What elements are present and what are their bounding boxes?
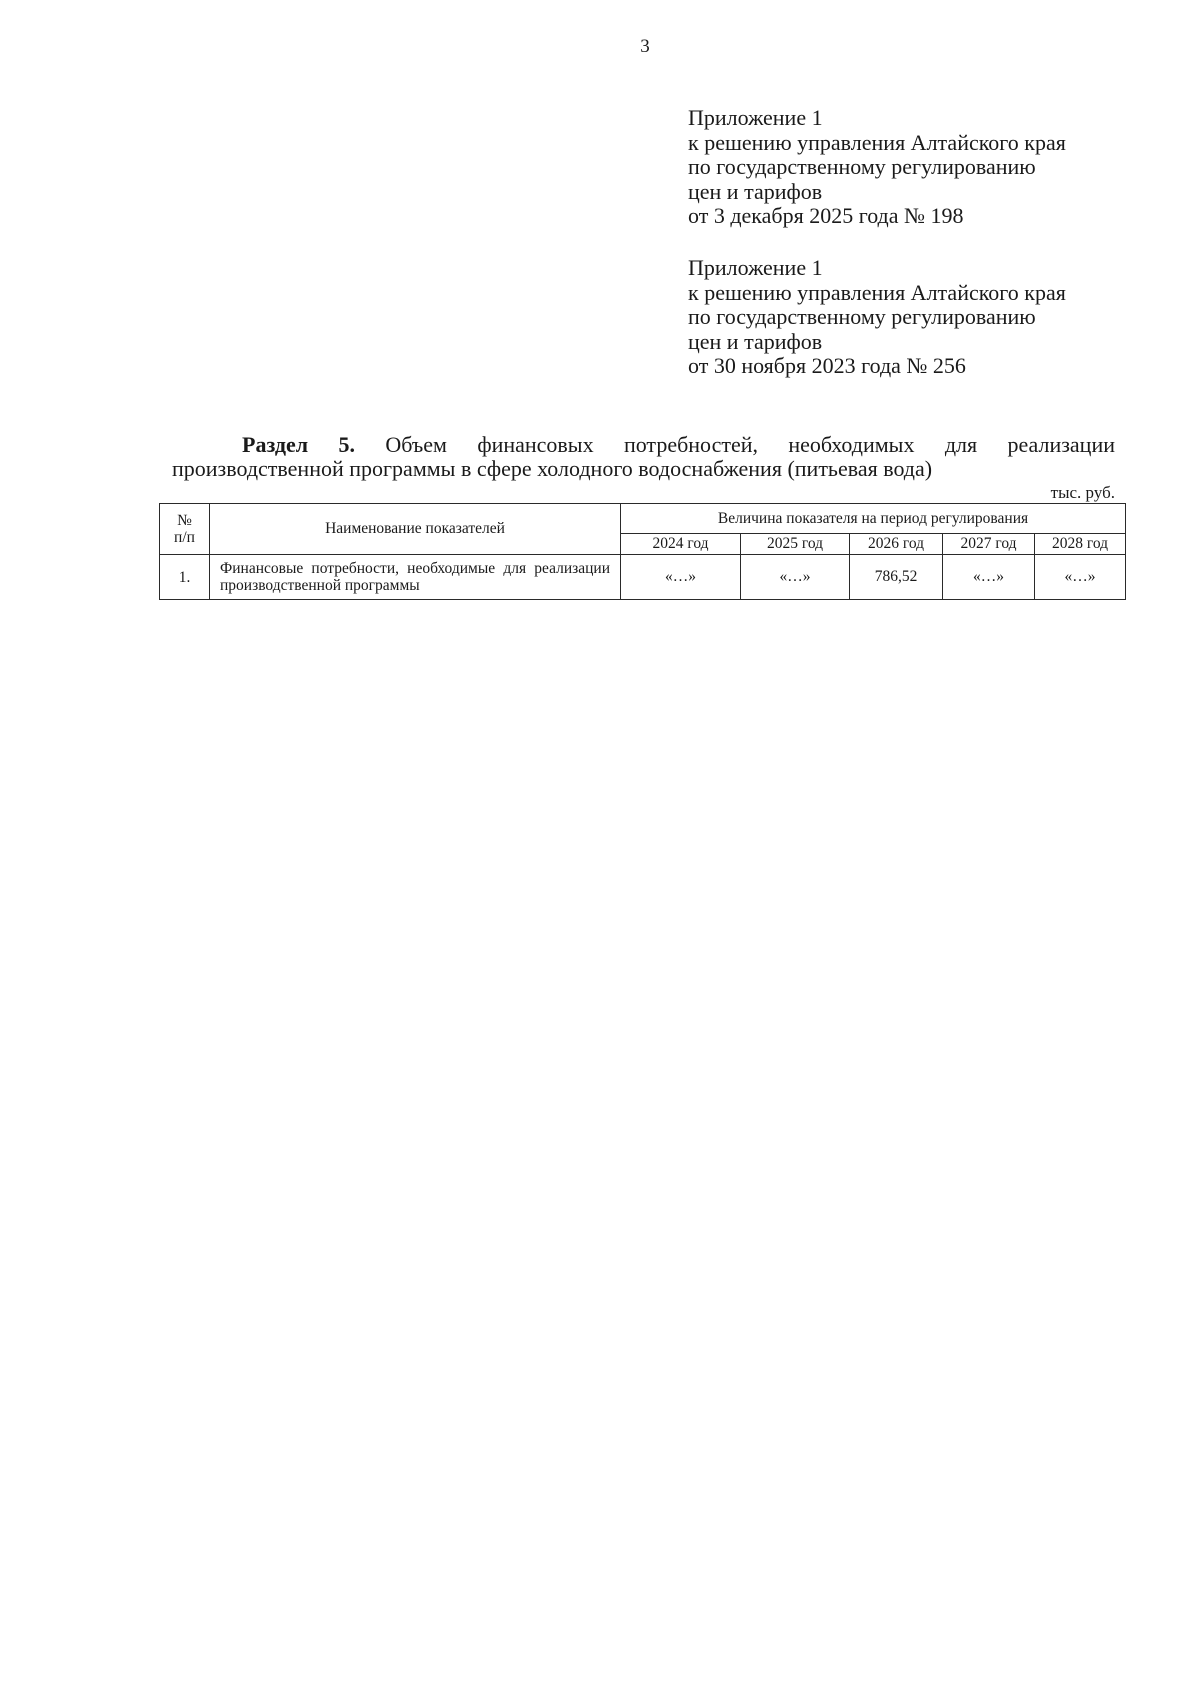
appendix-line: цен и тарифов [688,328,823,354]
appendix-line: по государственному регулированию [688,154,1036,179]
section-heading [172,433,1115,481]
header-period: Величина показателя на период регулирования [621,504,1126,534]
table-row [160,555,1126,600]
row-value: «…» [943,555,1035,600]
header-year: 2028 год [1035,534,1126,555]
section-title-part2: производственной программы в сфере холодного водоснабжения (питьевая вода) [172,456,933,481]
row-value: «…» [1035,555,1126,600]
row-value: 786,52 [850,555,943,600]
table-header-row [160,504,1126,534]
appendix-line: от 30 ноября 2023 года № 256 [688,353,966,378]
section-heading-line1 [172,433,1115,457]
appendix-line: Приложение 1 [688,105,823,130]
row-value: «…» [741,555,850,600]
header-indicator-name: Наименование показателей [210,504,621,555]
financial-needs-table [159,503,1126,600]
appendix-line: к решению управления Алтайского края [688,129,1066,155]
appendix-line: по государственному регулированию [688,304,1036,329]
header-num-line2: п/п [174,529,195,546]
row-value: «…» [621,555,741,600]
header-year: 2026 год [850,534,943,555]
header-num-line1: № [177,512,192,529]
header-num [160,504,210,555]
appendix-current-decision [688,106,1066,229]
page-number: 3 [640,36,650,57]
appendix-line: от 3 декабря 2025 года № 198 [688,203,964,228]
row-num: 1. [160,555,210,600]
appendix-line: цен и тарифов [688,178,823,204]
appendix-line: Приложение 1 [688,255,823,280]
header-year: 2025 год [741,534,850,555]
header-year: 2027 год [943,534,1035,555]
row-indicator-name: Финансовые потребности, необходимые для реализации производственной программы [210,555,621,600]
header-year: 2024 год [621,534,741,555]
appendix-previous-decision [688,256,1066,379]
units-label: тыс. руб. [1050,483,1115,502]
appendix-line: к решению управления Алтайского края [688,279,1066,305]
section-title-part1: Объем финансовых потребностей, необходимых для реализации [385,432,1116,457]
section-label: Раздел 5. [242,432,355,457]
